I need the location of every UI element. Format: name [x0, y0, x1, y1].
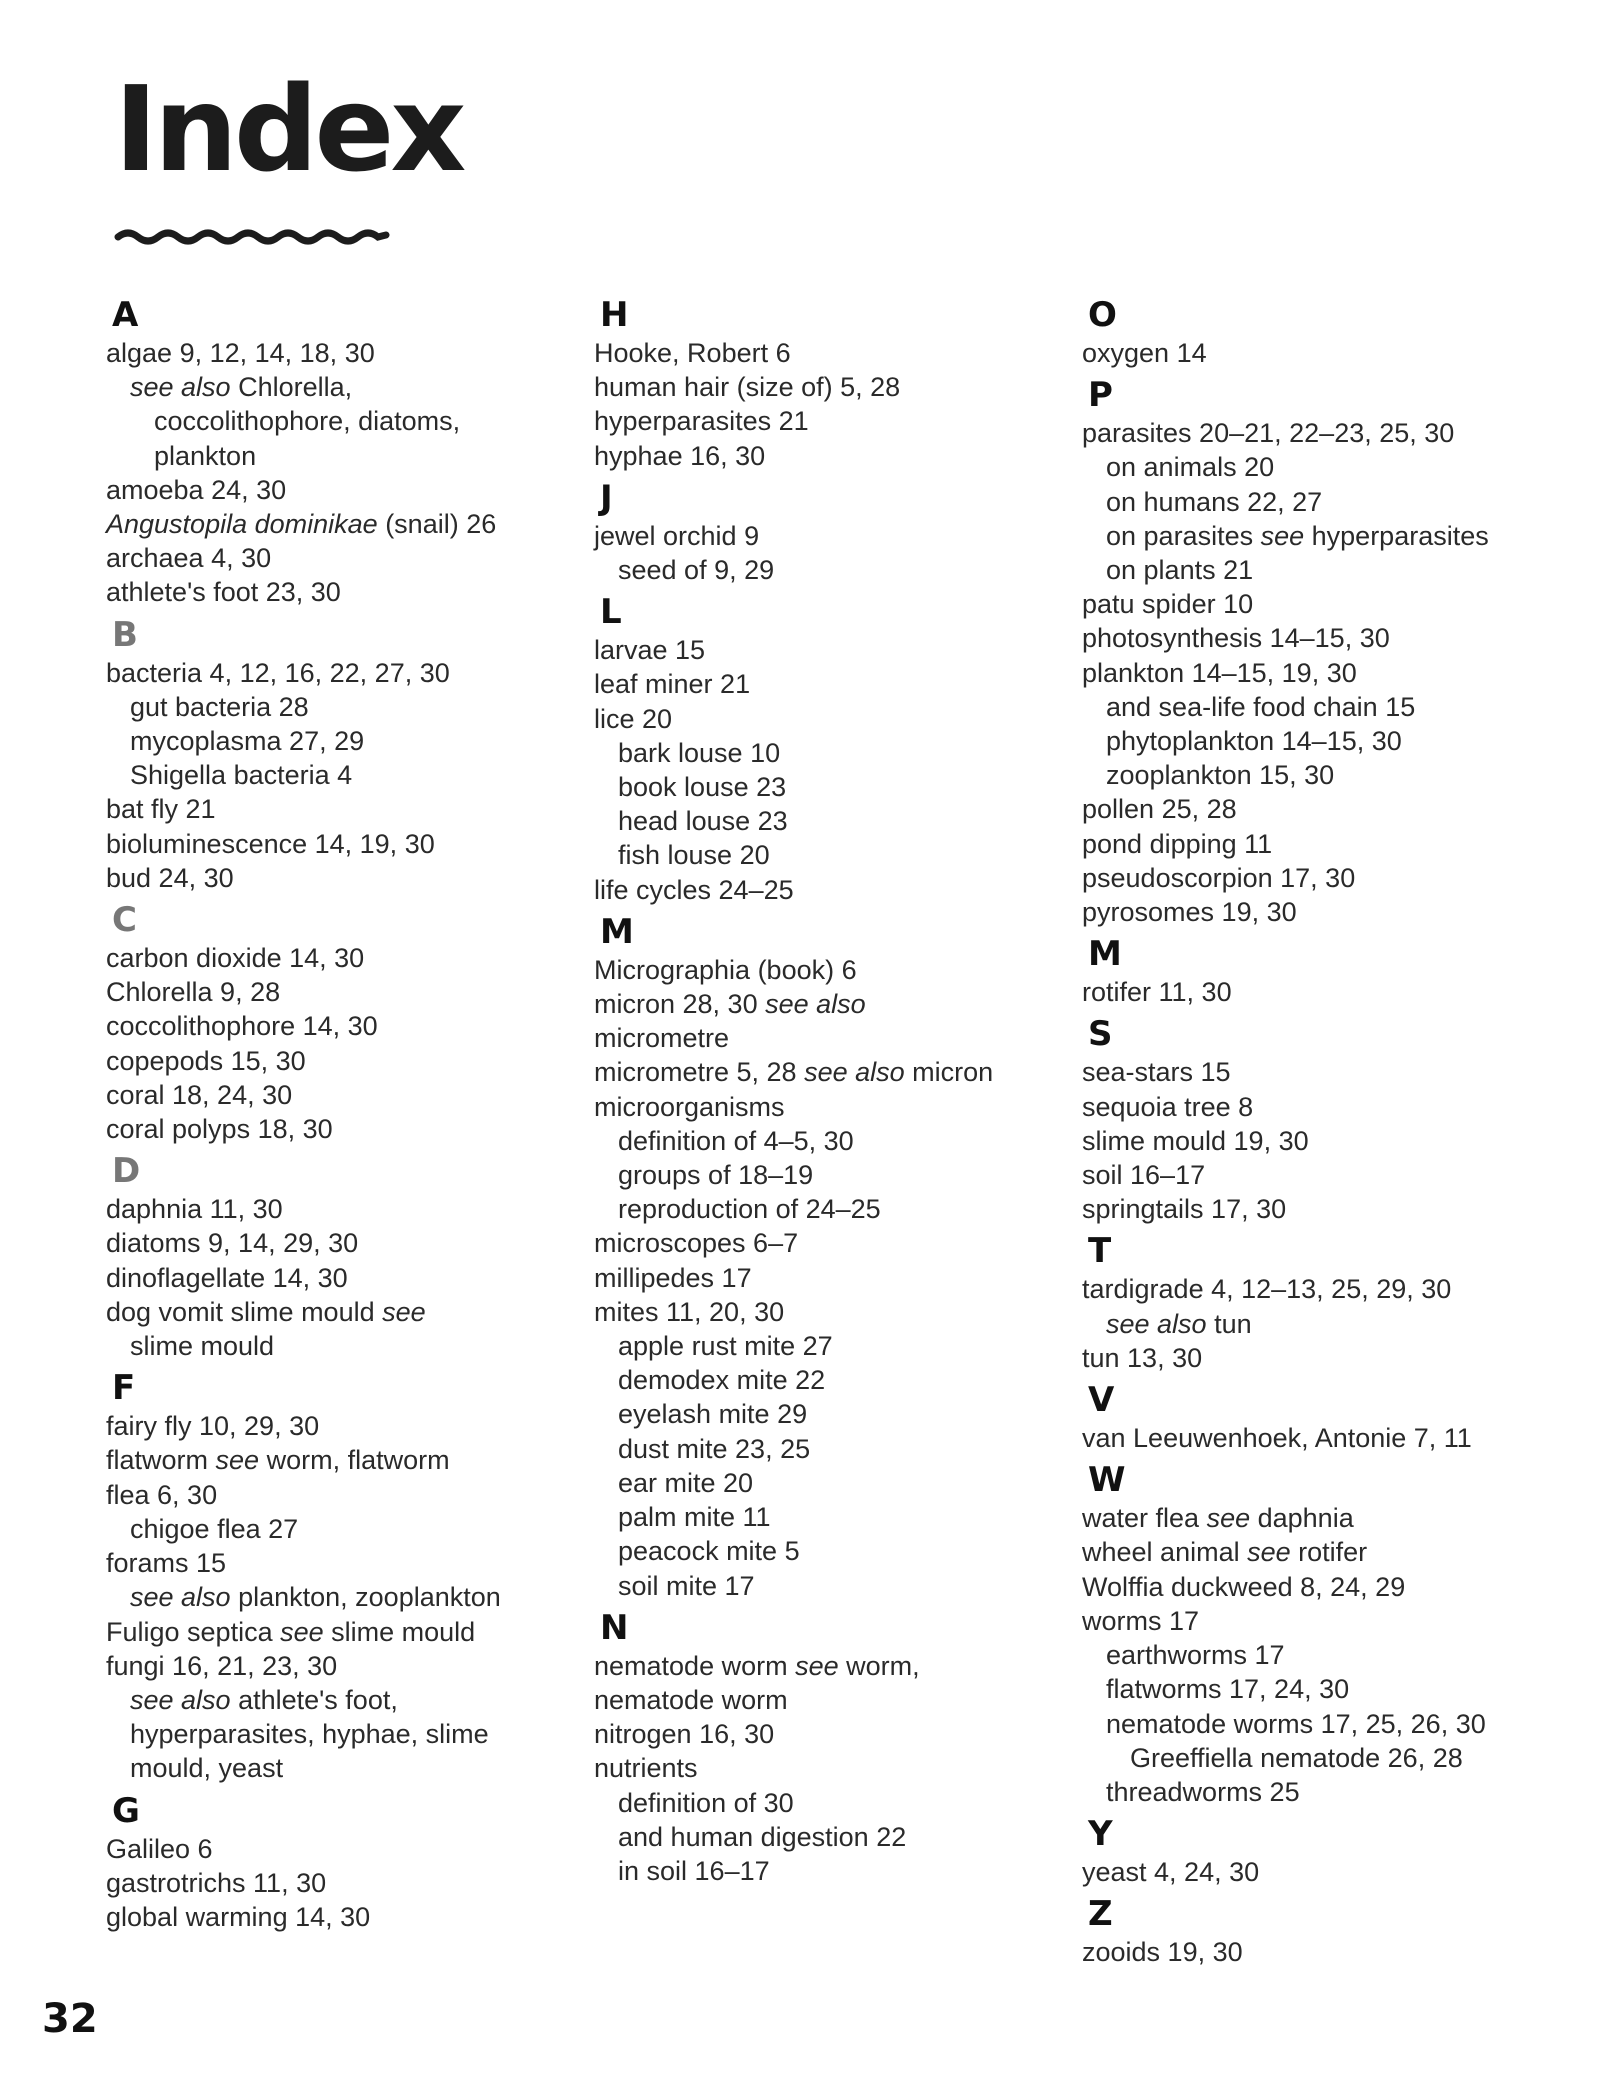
- index-entry: [106, 941, 576, 975]
- index-subentry: [594, 1432, 1064, 1466]
- index-entry-text: definition of 30: [618, 1787, 794, 1818]
- index-entry-text: in soil 16–17: [618, 1855, 770, 1886]
- index-letter-heading: Z: [1088, 1894, 1113, 1935]
- index-entry-text: human hair (size of) 5, 28: [594, 372, 901, 403]
- index-subentry: [594, 1124, 1064, 1158]
- index-entry-text: Chlorella 9, 28: [106, 977, 281, 1008]
- cross-reference-label: see: [280, 1616, 324, 1647]
- index-entry-text: reproduction of 24–25: [618, 1194, 881, 1225]
- index-subentry: [106, 439, 576, 473]
- index-entry: [1082, 895, 1552, 929]
- index-entry-text: fairy fly 10, 29, 30: [106, 1411, 320, 1442]
- index-entry: [106, 975, 576, 1009]
- index-entry: [594, 1226, 1064, 1260]
- cross-reference-label: see also: [130, 1684, 231, 1715]
- index-entry-text: amoeba 24, 30: [106, 474, 287, 505]
- index-entry-text: tardigrade 4, 12–13, 25, 29, 30: [1082, 1274, 1452, 1305]
- index-entry-text: hyphae 16, 30: [594, 440, 766, 471]
- index-entry-text: on parasites: [1106, 520, 1261, 551]
- index-entry-text: nematode worm: [594, 1650, 796, 1681]
- cross-reference-label: see: [215, 1445, 260, 1476]
- index-entry: [106, 656, 576, 690]
- index-letter-heading: N: [600, 1607, 629, 1648]
- index-entry-text: on animals 20: [1106, 452, 1275, 483]
- index-entry-text: Wolffia duckweed 8, 24, 29: [1082, 1571, 1406, 1602]
- index-entry-text: coccolithophore, diatoms,: [154, 406, 461, 437]
- index-entry-text: bacteria 4, 12, 16, 22, 27, 30: [106, 657, 450, 688]
- index-letter-heading: Y: [1088, 1814, 1113, 1855]
- cross-reference-label: see also: [130, 372, 231, 403]
- index-entry-text: fungi 16, 21, 23, 30: [106, 1650, 338, 1681]
- index-entry-text: springtails 17, 30: [1082, 1194, 1287, 1225]
- index-entry-text: bud 24, 30: [106, 862, 234, 893]
- index-column-3: [1082, 290, 1552, 1970]
- index-entry-text: apple rust mite 27: [618, 1331, 833, 1362]
- index-subentry: [1082, 450, 1552, 484]
- index-subentry: [1082, 1638, 1552, 1672]
- index-subentry: [1082, 485, 1552, 519]
- page-number: 32: [42, 1996, 98, 2042]
- index-entry-text: sequoia tree 8: [1082, 1091, 1254, 1122]
- index-entry-text: algae 9, 12, 14, 18, 30: [106, 338, 375, 368]
- index-subentry: [594, 1534, 1064, 1568]
- index-letter-heading: F: [112, 1368, 136, 1409]
- index-letter-heading: G: [112, 1790, 140, 1831]
- index-entry: [106, 1226, 576, 1260]
- index-entry-text: Greeffiella nematode 26, 28: [1130, 1742, 1463, 1773]
- index-entry: [1082, 1604, 1552, 1638]
- index-entry: [106, 1295, 576, 1329]
- index-entry: [1082, 621, 1552, 655]
- index-entry-text: mycoplasma 27, 29: [130, 726, 365, 757]
- index-subentry: [1082, 1707, 1552, 1741]
- index-entry-text: copepods 15, 30: [106, 1045, 306, 1076]
- index-entry: [106, 541, 576, 575]
- index-entry-text: pseudoscorpion 17, 30: [1082, 862, 1356, 893]
- index-entry-text: rotifer 11, 30: [1082, 977, 1232, 1008]
- index-entry-text: daphnia 11, 30: [106, 1194, 283, 1225]
- index-entry: [106, 792, 576, 826]
- index-letter-heading: B: [112, 614, 138, 655]
- index-entry-text: zooplankton 15, 30: [1106, 760, 1335, 791]
- index-entry: [594, 1021, 1064, 1055]
- index-entry-text: bioluminescence 14, 19, 30: [106, 828, 435, 859]
- index-entry: [594, 1090, 1064, 1124]
- index-entry: [1082, 336, 1552, 370]
- index-entry: [106, 1192, 576, 1226]
- index-entry-text: wheel animal: [1082, 1537, 1248, 1568]
- index-entry-text: slime mould: [323, 1616, 476, 1647]
- index-entry-text: lice 20: [594, 703, 673, 734]
- index-subentry: [106, 1683, 576, 1717]
- index-entry-text: phytoplankton 14–15, 30: [1106, 726, 1402, 757]
- page-title: Index: [114, 60, 463, 198]
- index-entry-text: nematode worms 17, 25, 26, 30: [1106, 1708, 1486, 1739]
- index-subentry: [106, 1751, 576, 1785]
- index-entry-text: (snail) 26: [377, 509, 497, 540]
- index-entry: [1082, 1535, 1552, 1569]
- index-letter-heading: V: [1088, 1380, 1115, 1421]
- index-letter-heading: S: [1088, 1014, 1113, 1055]
- index-subentry: [1082, 519, 1552, 553]
- index-subentry: [106, 724, 576, 758]
- index-entry-text: and sea-life food chain 15: [1106, 691, 1416, 722]
- index-entry-text: nitrogen 16, 30: [594, 1719, 775, 1750]
- index-entry-text: Chlorella,: [230, 372, 353, 403]
- index-entry-text: coral polyps 18, 30: [106, 1114, 333, 1145]
- index-subentry: [106, 404, 576, 438]
- cross-reference-label: see: [1247, 1537, 1291, 1568]
- index-entry: [594, 336, 1064, 370]
- index-entry-text: on humans 22, 27: [1106, 486, 1323, 517]
- index-entry: [106, 1009, 576, 1043]
- index-subentry: [106, 1329, 576, 1363]
- index-entry-text: nutrients: [594, 1753, 698, 1784]
- index-entry-text: pollen 25, 28: [1082, 794, 1237, 825]
- index-entry-text: microorganisms: [594, 1091, 785, 1122]
- index-subentry: [594, 1854, 1064, 1888]
- index-subentry: [106, 690, 576, 724]
- index-subentry: [1082, 1672, 1552, 1706]
- index-entry: [594, 439, 1064, 473]
- index-letter-heading: L: [600, 592, 622, 633]
- index-entry: [106, 1078, 576, 1112]
- index-entry: [1082, 1341, 1552, 1375]
- index-letter-heading: A: [112, 295, 139, 335]
- index-subentry: [106, 1717, 576, 1751]
- index-entry-text: flatworm: [106, 1445, 216, 1476]
- index-entry: [1082, 1421, 1552, 1455]
- index-letter-heading: P: [1088, 375, 1113, 416]
- index-entry-text: plankton: [154, 440, 257, 471]
- index-entry: [594, 702, 1064, 736]
- index-letter-heading: J: [600, 477, 613, 518]
- index-entry-text: chigoe flea 27: [130, 1513, 299, 1544]
- index-column-2: [594, 290, 1064, 1888]
- index-entry-text: Fuligo septica: [106, 1616, 281, 1647]
- index-entry-text: seed of 9, 29: [618, 555, 775, 586]
- index-entry: [106, 1044, 576, 1078]
- index-entry-text: tun: [1206, 1308, 1252, 1339]
- index-entry-text: palm mite 11: [618, 1502, 771, 1533]
- index-subentry: [594, 553, 1064, 587]
- index-entry-text: plankton, zooplankton: [230, 1582, 501, 1613]
- index-entry: [1082, 587, 1552, 621]
- index-entry: [106, 1443, 576, 1477]
- index-entry-text: earthworms 17: [1106, 1640, 1285, 1671]
- index-entry-text: athlete's foot,: [230, 1684, 398, 1715]
- index-entry-text: ear mite 20: [618, 1467, 754, 1498]
- index-entry: [1082, 656, 1552, 690]
- index-entry-text: dinoflagellate 14, 30: [106, 1262, 348, 1293]
- index-subentry: [594, 1820, 1064, 1854]
- cross-reference-label: see also: [804, 1057, 905, 1088]
- index-entry-text: bat fly 21: [106, 794, 216, 825]
- index-entry-text: van Leeuwenhoek, Antonie 7, 11: [1082, 1423, 1472, 1454]
- index-entry: [594, 1717, 1064, 1751]
- index-subentry: [1082, 690, 1552, 724]
- index-entry-text: and human digestion 22: [618, 1821, 907, 1852]
- index-entry-text: pond dipping 11: [1082, 828, 1273, 859]
- index-entry-text: soil mite 17: [618, 1570, 755, 1601]
- index-entry-text: book louse 23: [618, 772, 787, 803]
- index-entry: [1082, 1855, 1552, 1889]
- index-entry-text: diatoms 9, 14, 29, 30: [106, 1228, 359, 1259]
- index-entry-text: groups of 18–19: [618, 1160, 814, 1191]
- cross-reference-label: see also: [765, 989, 866, 1020]
- index-entry-text: worm,: [838, 1650, 920, 1681]
- index-entry-text: gastrotrichs 11, 30: [106, 1867, 327, 1898]
- index-entry: [594, 404, 1064, 438]
- index-entry-text: oxygen 14: [1082, 338, 1207, 368]
- cross-reference-label: see also: [130, 1582, 231, 1613]
- index-entry-text: larvae 15: [594, 635, 706, 666]
- index-entry: [1082, 1501, 1552, 1535]
- index-subentry: [594, 1786, 1064, 1820]
- index-subentry: [106, 1580, 576, 1614]
- index-entry-text: Galileo 6: [106, 1833, 213, 1864]
- index-entry-text: hyperparasites, hyphae, slime: [130, 1719, 489, 1750]
- index-entry-text: yeast 4, 24, 30: [1082, 1857, 1260, 1888]
- index-subentry: [594, 1158, 1064, 1192]
- index-subentry: [594, 1397, 1064, 1431]
- index-entry-text: sea-stars 15: [1082, 1057, 1231, 1088]
- index-letter-heading: M: [600, 911, 634, 952]
- index-entry: [594, 519, 1064, 553]
- cross-reference-label: Angustopila dominikae: [106, 509, 378, 540]
- index-entry-text: demodex mite 22: [618, 1365, 826, 1396]
- index-entry-text: flatworms 17, 24, 30: [1106, 1674, 1350, 1705]
- index-entry-text: definition of 4–5, 30: [618, 1125, 854, 1156]
- index-entry-text: hyperparasites 21: [594, 406, 809, 437]
- index-entry: [1082, 1935, 1552, 1969]
- index-entry: [106, 1649, 576, 1683]
- index-entry-text: head louse 23: [618, 806, 788, 837]
- index-entry-text: Shigella bacteria 4: [130, 760, 353, 791]
- index-entry-text: patu spider 10: [1082, 589, 1254, 620]
- index-entry-text: parasites 20–21, 22–23, 25, 30: [1082, 418, 1455, 449]
- index-entry-text: threadworms 25: [1106, 1776, 1300, 1807]
- index-entry: [106, 1478, 576, 1512]
- index-entry: [106, 473, 576, 507]
- index-subentry: [594, 1466, 1064, 1500]
- index-entry: [594, 1055, 1064, 1089]
- index-entry-text: leaf miner 21: [594, 669, 751, 700]
- index-entry: [594, 1295, 1064, 1329]
- index-entry: [106, 1546, 576, 1580]
- index-subentry: [594, 1192, 1064, 1226]
- index-letter-heading: M: [1088, 934, 1122, 975]
- index-entry: [106, 861, 576, 895]
- index-entry-text: forams 15: [106, 1548, 227, 1579]
- index-subentry: [594, 1500, 1064, 1534]
- index-entry-text: bark louse 10: [618, 737, 781, 768]
- index-entry-text: jewel orchid 9: [594, 520, 760, 551]
- index-subentry: [106, 370, 576, 404]
- index-entry: [594, 1261, 1064, 1295]
- index-subentry: [1082, 724, 1552, 758]
- index-entry: [106, 575, 576, 609]
- index-letter-heading: T: [1088, 1231, 1112, 1272]
- index-subentry: [594, 770, 1064, 804]
- index-entry-text: slime mould: [130, 1331, 275, 1362]
- index-letter-heading: W: [1088, 1460, 1126, 1501]
- index-entry-text: dog vomit slime mould: [106, 1296, 383, 1327]
- index-subentry: [106, 758, 576, 792]
- index-entry: [594, 873, 1064, 907]
- index-letter-heading: C: [112, 900, 137, 941]
- index-entry-text: micrometre: [594, 1023, 730, 1054]
- index-entry-text: global warming 14, 30: [106, 1901, 371, 1932]
- index-entry: [106, 1409, 576, 1443]
- index-entry: [106, 1832, 576, 1866]
- index-entry-text: life cycles 24–25: [594, 874, 794, 905]
- index-entry: [1082, 1272, 1552, 1306]
- index-entry-text: micron 28, 30: [594, 989, 766, 1020]
- index-entry: [594, 667, 1064, 701]
- index-column-1: [106, 290, 576, 1934]
- index-subentry: [106, 1512, 576, 1546]
- index-subentry: [1082, 1775, 1552, 1809]
- index-entry-text: worms 17: [1082, 1605, 1200, 1636]
- index-entry-text: flea 6, 30: [106, 1479, 218, 1510]
- index-subentry: [594, 1363, 1064, 1397]
- index-entry: [1082, 975, 1552, 1009]
- cross-reference-label: see: [1260, 520, 1305, 551]
- wavy-underline-icon: [114, 226, 390, 248]
- index-entry-text: daphnia: [1250, 1503, 1354, 1534]
- index-entry: [1082, 1090, 1552, 1124]
- index-entry-text: gut bacteria 28: [130, 691, 309, 722]
- index-entry: [594, 1649, 1064, 1683]
- index-entry: [594, 633, 1064, 667]
- index-entry-text: micron: [904, 1057, 994, 1088]
- index-entry-text: mould, yeast: [130, 1753, 284, 1784]
- index-entry: [106, 1615, 576, 1649]
- index-subentry: [1082, 553, 1552, 587]
- index-entry-text: micrometre 5, 28: [594, 1057, 805, 1088]
- index-entry: [594, 987, 1064, 1021]
- index-entry-text: rotifer: [1290, 1537, 1368, 1568]
- index-entry-text: nematode worm: [594, 1684, 788, 1715]
- index-entry-text: tun 13, 30: [1082, 1342, 1203, 1373]
- index-entry-text: dust mite 23, 25: [618, 1433, 811, 1464]
- index-entry-text: fish louse 20: [618, 840, 770, 871]
- index-subentry: [594, 1329, 1064, 1363]
- index-entry: [1082, 416, 1552, 450]
- index-entry-text: coccolithophore 14, 30: [106, 1011, 378, 1042]
- index-letter-heading: O: [1088, 295, 1117, 335]
- index-subentry: [594, 804, 1064, 838]
- index-entry-text: athlete's foot 23, 30: [106, 577, 341, 608]
- index-entry: [106, 1866, 576, 1900]
- index-entry: [106, 336, 576, 370]
- index-entry: [1082, 1158, 1552, 1192]
- index-entry: [1082, 1055, 1552, 1089]
- index-entry-text: millipedes 17: [594, 1262, 752, 1293]
- index-subentry: [594, 838, 1064, 872]
- index-entry-text: peacock mite 5: [618, 1536, 800, 1567]
- index-entry-text: carbon dioxide 14, 30: [106, 943, 365, 974]
- index-entry: [594, 370, 1064, 404]
- index-entry-text: microscopes 6–7: [594, 1228, 799, 1259]
- index-entry: [106, 1900, 576, 1934]
- index-subentry: [1082, 1307, 1552, 1341]
- cross-reference-label: see also: [1106, 1308, 1207, 1339]
- index-entry-text: archaea 4, 30: [106, 543, 272, 574]
- index-entry: [1082, 792, 1552, 826]
- index-entry: [106, 507, 576, 541]
- index-entry: [1082, 861, 1552, 895]
- index-entry: [1082, 827, 1552, 861]
- cross-reference-label: see: [1206, 1503, 1251, 1534]
- index-entry: [1082, 1124, 1552, 1158]
- index-entry-text: on plants 21: [1106, 555, 1254, 586]
- index-subentry: [1082, 1741, 1552, 1775]
- index-entry-text: hyperparasites: [1304, 520, 1489, 551]
- index-entry-text: eyelash mite 29: [618, 1399, 808, 1430]
- index-entry-text: soil 16–17: [1082, 1160, 1206, 1191]
- index-entry-text: slime mould 19, 30: [1082, 1125, 1309, 1156]
- index-entry-text: plankton 14–15, 19, 30: [1082, 657, 1357, 688]
- index-entry: [106, 1112, 576, 1146]
- index-entry: [594, 1683, 1064, 1717]
- index-entry-text: pyrosomes 19, 30: [1082, 897, 1297, 928]
- index-letter-heading: D: [112, 1151, 141, 1192]
- index-entry: [106, 1261, 576, 1295]
- index-entry: [106, 827, 576, 861]
- index-entry: [594, 1751, 1064, 1785]
- cross-reference-label: see: [795, 1650, 839, 1681]
- index-entry-text: Micrographia (book) 6: [594, 954, 857, 985]
- index-entry-text: Hooke, Robert 6: [594, 338, 791, 368]
- index-entry: [594, 953, 1064, 987]
- index-entry-text: worm, flatworm: [259, 1445, 450, 1476]
- index-entry: [1082, 1570, 1552, 1604]
- index-entry-text: water flea: [1082, 1503, 1207, 1534]
- index-subentry: [594, 1569, 1064, 1603]
- index-entry-text: photosynthesis 14–15, 30: [1082, 623, 1390, 654]
- cross-reference-label: see: [382, 1296, 426, 1327]
- index-entry: [1082, 1192, 1552, 1226]
- index-subentry: [594, 736, 1064, 770]
- index-entry-text: mites 11, 20, 30: [594, 1296, 785, 1327]
- index-entry-text: coral 18, 24, 30: [106, 1079, 293, 1110]
- index-letter-heading: H: [600, 295, 629, 335]
- index-subentry: [1082, 758, 1552, 792]
- index-entry-text: zooids 19, 30: [1082, 1937, 1243, 1968]
